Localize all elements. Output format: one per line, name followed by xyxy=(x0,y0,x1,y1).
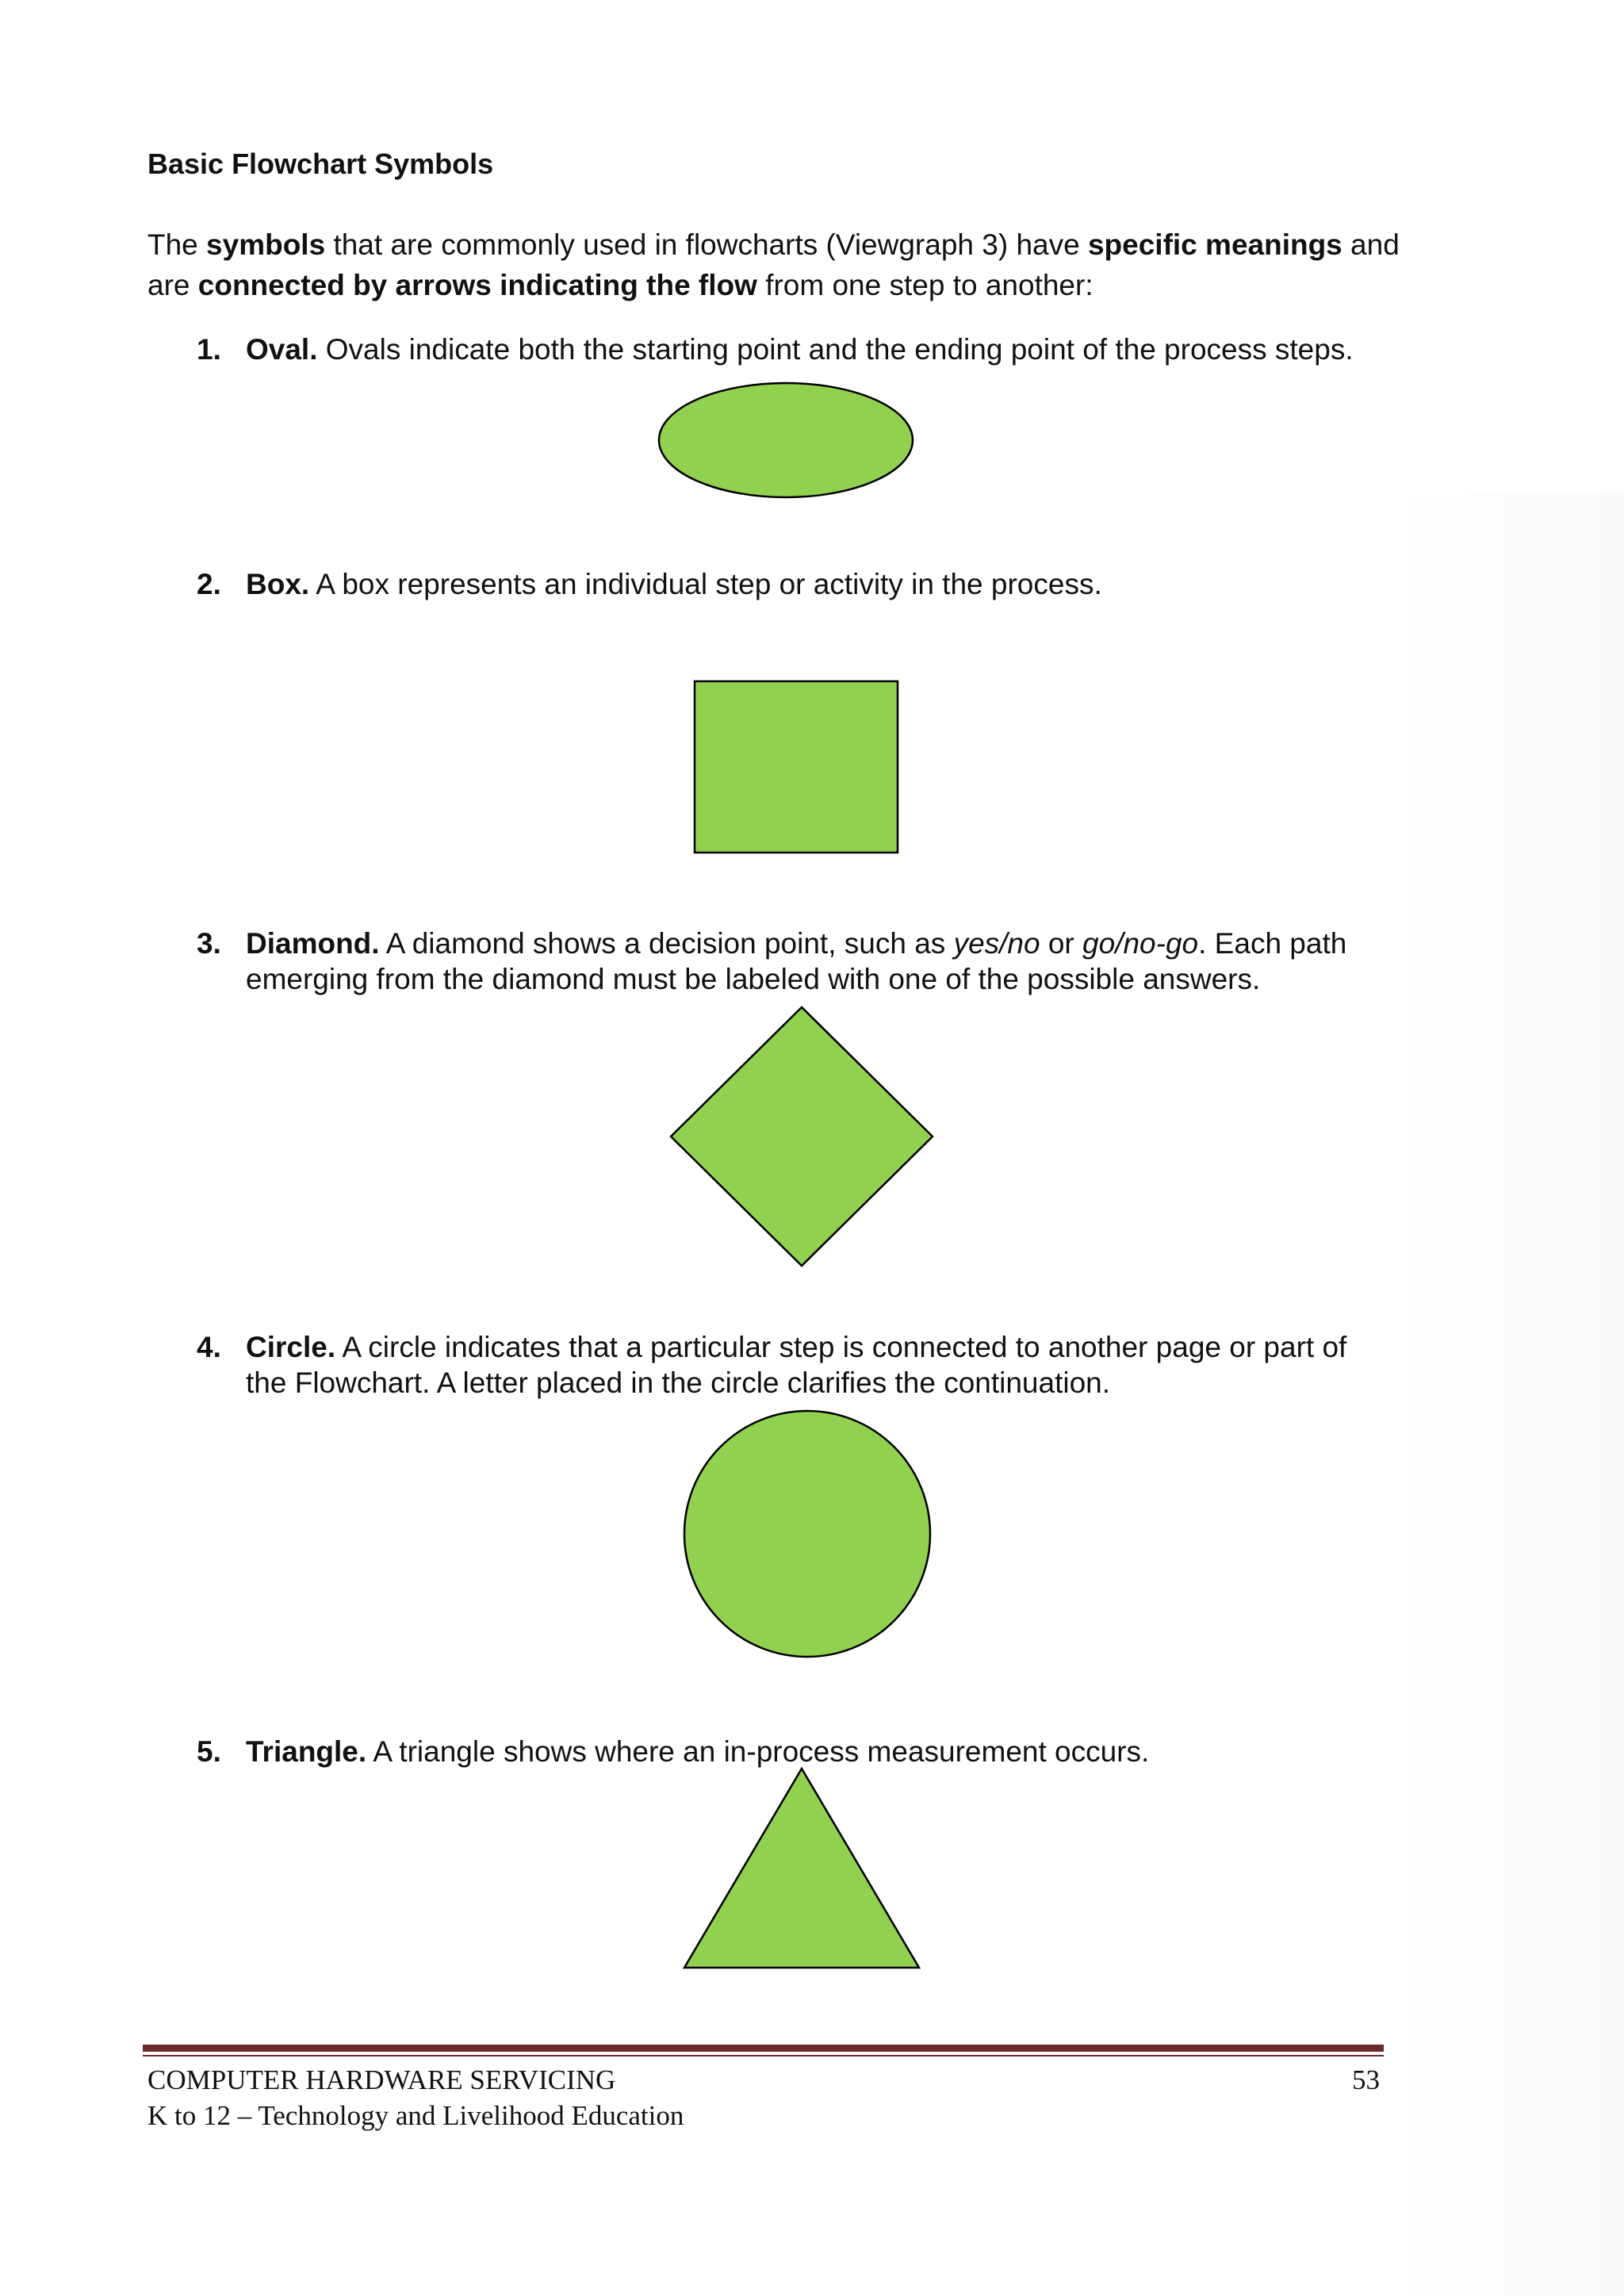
footer xyxy=(147,2062,684,2133)
footer-course-title: COMPUTER HARDWARE SERVICING xyxy=(147,2064,616,2095)
item-emphasis: go/no-go xyxy=(1082,927,1199,960)
item-title: Diamond. xyxy=(246,927,380,960)
list-number: 1. xyxy=(197,333,221,366)
intro-bold-arrows: connected by arrows indicating the flow xyxy=(197,269,757,301)
page-title: Basic Flowchart Symbols xyxy=(147,148,494,180)
item-description: . Each path emerging from the diamond must be labeled with one of the possible answers. xyxy=(246,927,1347,995)
list-item-triangle xyxy=(197,1734,1386,1769)
list-number: 5. xyxy=(197,1735,221,1768)
list-number: 2. xyxy=(197,568,221,600)
footer-rule xyxy=(143,2045,1384,2052)
item-description: Ovals indicate both the starting point and the ending point of the process steps. xyxy=(317,333,1354,366)
list-item-circle xyxy=(197,1329,1386,1401)
item-description: A triangle shows where an in-process measurement occurs. xyxy=(366,1735,1150,1768)
item-title: Circle. xyxy=(246,1331,336,1363)
list-item-oval xyxy=(197,332,1386,367)
box-shape xyxy=(693,680,899,854)
footer-rule-thin xyxy=(143,2055,1384,2056)
intro-paragraph xyxy=(147,224,1400,305)
intro-text: The xyxy=(147,228,207,261)
diamond-shape xyxy=(669,1006,934,1267)
list-item-box xyxy=(197,566,1386,602)
list-number: 3. xyxy=(197,927,221,960)
circle-shape xyxy=(682,1409,933,1659)
list-item-diamond xyxy=(197,926,1386,997)
page-shadow xyxy=(1392,492,1624,2296)
item-emphasis: yes/no xyxy=(953,927,1040,960)
intro-bold-symbols: symbols xyxy=(206,228,326,261)
item-title: Oval. xyxy=(246,333,318,366)
item-description: A circle indicates that a particular step is connected to another page or part of the Flowchart. A letter placed in the circle clarifies the continuation. xyxy=(246,1331,1347,1399)
oval-shape xyxy=(657,381,915,500)
page-number: 53 xyxy=(1352,2064,1380,2095)
intro-text: and are xyxy=(147,228,1400,301)
intro-text: that are commonly used in flowcharts (Viewgraph 3) have xyxy=(325,228,1088,261)
triangle-shape xyxy=(682,1767,921,1970)
item-title: Triangle. xyxy=(246,1735,367,1768)
item-description: A diamond shows a decision point, such as xyxy=(379,927,954,960)
intro-bold-meanings: specific meanings xyxy=(1087,228,1342,261)
intro-text: from one step to another: xyxy=(756,269,1094,301)
list-number: 4. xyxy=(197,1331,221,1363)
item-description: A box represents an individual step or activity in the process. xyxy=(309,568,1102,600)
footer-subtitle: K to 12 – Technology and Livelihood Education xyxy=(147,2100,684,2131)
item-description: or xyxy=(1040,927,1083,960)
item-title: Box. xyxy=(246,568,310,600)
